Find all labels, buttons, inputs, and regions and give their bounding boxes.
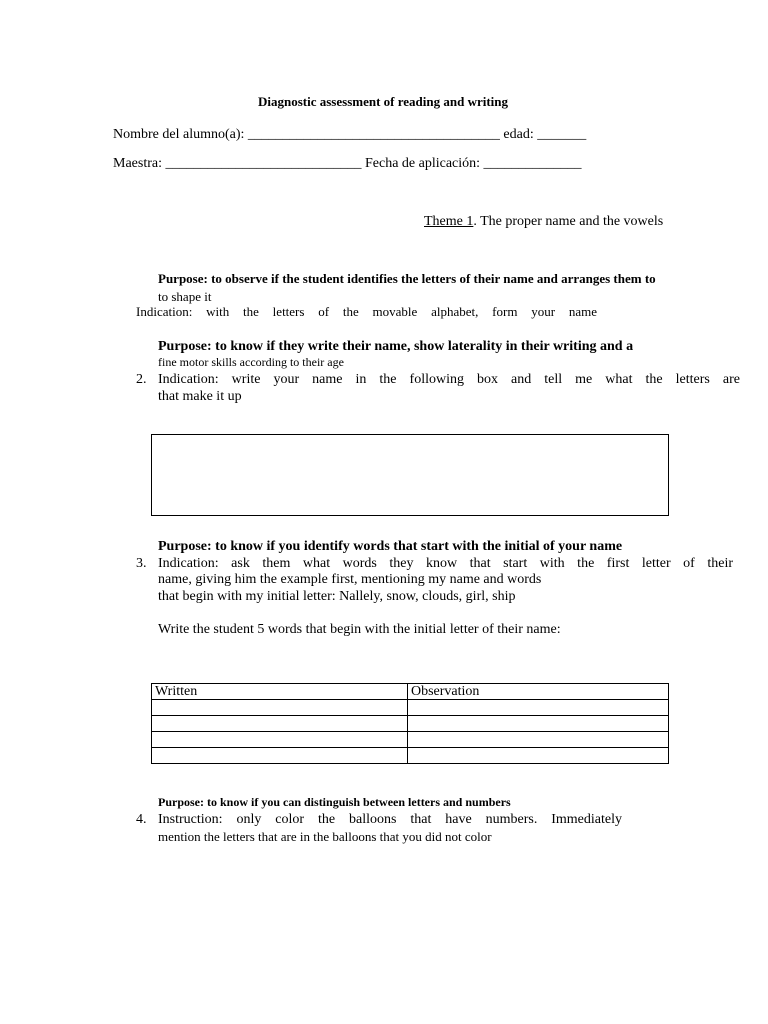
section4-instruction-line1: Instruction: only color the balloons that have numbers. Immediately xyxy=(158,812,622,827)
section2-purpose-line1: Purpose: to know if they write their name, show laterality in their writing and a xyxy=(158,339,634,354)
section3-write-instruction: Write the student 5 words that begin with the initial letter of their name: xyxy=(158,622,561,637)
section1-purpose-line1: Purpose: to observe if the student identifies the letters of their name and arranges them to xyxy=(158,271,656,286)
section4-number: 4. xyxy=(136,812,147,827)
section3-purpose: Purpose: to know if you identify words that start with the initial of your name xyxy=(158,539,623,554)
section4-purpose: Purpose: to know if you can distinguish between letters and numbers xyxy=(158,795,511,809)
table-cell[interactable] xyxy=(152,748,408,764)
section3-indication-line2: name, giving him the example first, mentioning my name and words xyxy=(158,572,542,587)
words-table xyxy=(151,683,669,764)
age-blank[interactable]: _______ xyxy=(537,127,587,142)
student-name-blank[interactable]: ____________________________________ xyxy=(247,127,500,142)
section4-instruction-line2: mention the letters that are in the balloons that you did not color xyxy=(158,829,492,844)
table-cell[interactable] xyxy=(152,700,408,716)
section2-purpose-line2: fine motor skills according to their age xyxy=(158,355,344,369)
section2-number: 2. xyxy=(136,372,147,387)
student-name-line xyxy=(113,127,586,143)
table-header-written: Written xyxy=(152,684,408,700)
table-cell[interactable] xyxy=(152,732,408,748)
table-cell[interactable] xyxy=(408,748,669,764)
student-name-label: Nombre del alumno(a): xyxy=(113,127,245,142)
section1-indication: Indication: with the letters of the movable alphabet, form your name xyxy=(136,304,597,319)
table-header-row xyxy=(152,684,669,700)
theme-label: Theme 1 xyxy=(424,214,474,229)
date-label: Fecha de aplicación: xyxy=(364,156,481,171)
table-cell[interactable] xyxy=(408,700,669,716)
teacher-line xyxy=(113,156,582,172)
table-cell[interactable] xyxy=(408,716,669,732)
section3-indication-line1: Indication: ask them what words they know that start with the first letter of their xyxy=(158,556,733,571)
section2-indication-line1: Indication: write your name in the following box and tell me what the letters are xyxy=(158,372,740,387)
table-header-observation: Observation xyxy=(408,684,669,700)
age-label: edad: xyxy=(503,127,534,142)
section3-indication-line3: that begin with my initial letter: Nallely, snow, clouds, girl, ship xyxy=(158,589,516,604)
table-row xyxy=(152,732,669,748)
table-row xyxy=(152,700,669,716)
teacher-label: Maestra: xyxy=(113,156,162,171)
date-blank[interactable]: ______________ xyxy=(483,156,582,171)
table-row xyxy=(152,716,669,732)
table-row xyxy=(152,748,669,764)
page-title: Diagnostic assessment of reading and writing xyxy=(258,94,509,109)
section1-purpose-line2: to shape it xyxy=(158,289,212,304)
table-cell[interactable] xyxy=(152,716,408,732)
teacher-blank[interactable]: ____________________________ xyxy=(165,156,362,171)
section2-indication-line2: that make it up xyxy=(158,389,242,404)
section3-number: 3. xyxy=(136,556,147,571)
name-writing-box[interactable] xyxy=(151,434,669,516)
theme-text: . The proper name and the vowels xyxy=(473,214,664,229)
table-cell[interactable] xyxy=(408,732,669,748)
theme-heading xyxy=(424,214,663,230)
